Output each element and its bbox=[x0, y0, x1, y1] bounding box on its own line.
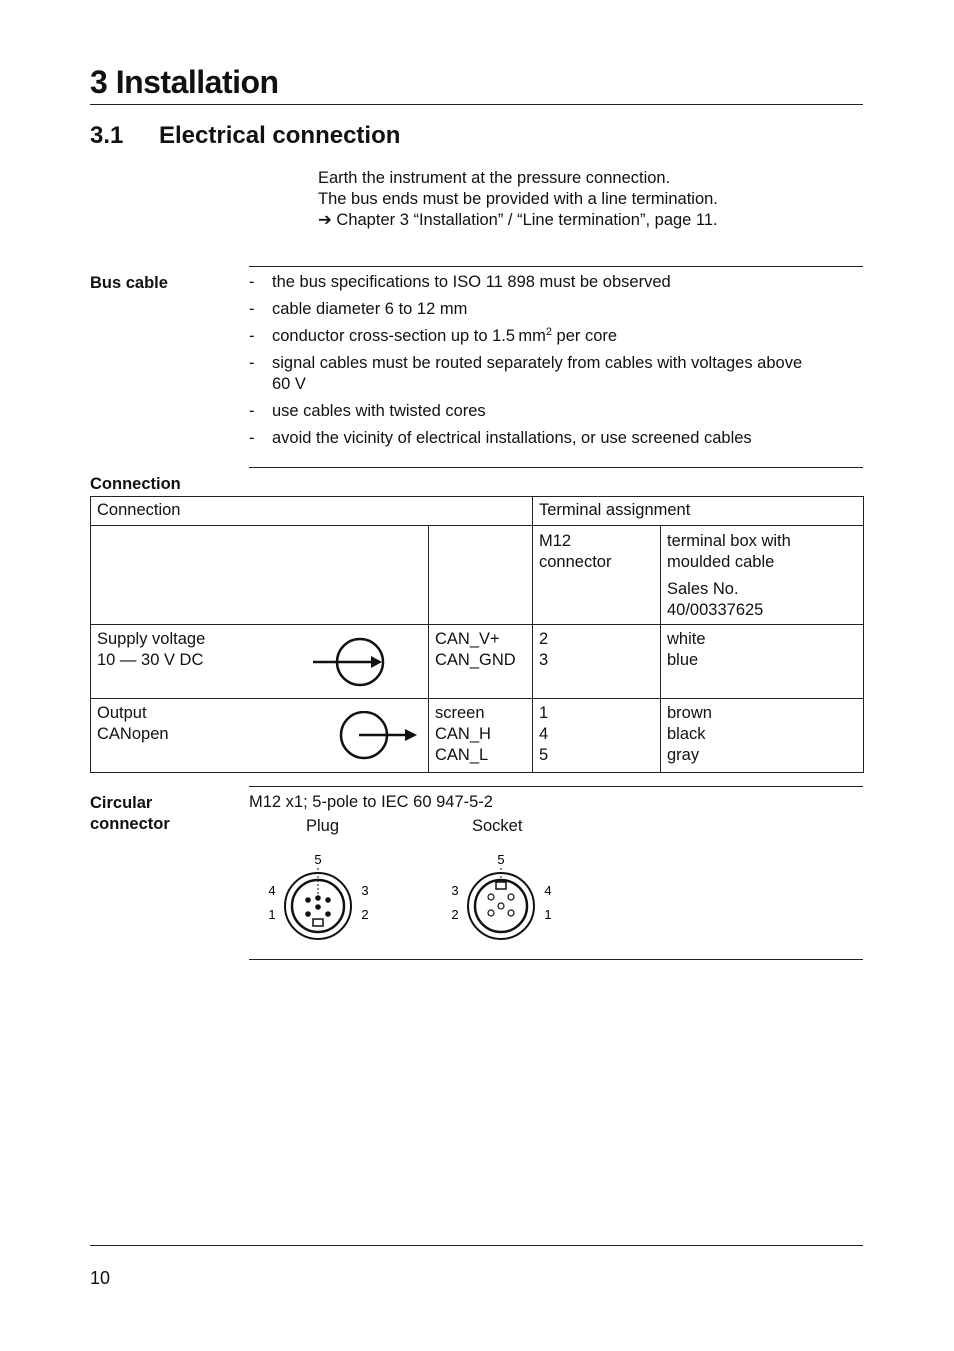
circular-connector-label: Circular connector bbox=[90, 794, 170, 833]
bus-cable-list bbox=[249, 272, 849, 455]
table-header-connection: Connection bbox=[91, 497, 533, 526]
list-item: - cable diameter 6 to 12 mm bbox=[249, 300, 468, 318]
socket-pin-1-label: 1 bbox=[544, 907, 552, 922]
output-arrow-icon bbox=[337, 711, 419, 761]
list-item: - use cables with twisted cores bbox=[249, 402, 486, 420]
bus-cable-label: Bus cable bbox=[90, 274, 168, 292]
socket-pin-5-label: 5 bbox=[497, 852, 505, 867]
intro-line-3-link[interactable]: ➔ Chapter 3 “Installation” / “Line termination”, page 11. bbox=[318, 211, 718, 229]
list-item: - conductor cross-section up to 1.5 $mm^2$ per core bbox=[249, 326, 618, 345]
socket-pin-2-label: 2 bbox=[451, 907, 459, 922]
input-arrow-icon bbox=[311, 637, 391, 687]
intro-line-2: The bus ends must be provided with a line termination. bbox=[318, 190, 718, 208]
connection-table: Connection Terminal assignment M12 connector terminal box with moulded cable Sales No. 40/00337625 Supply voltage 10 — 30 V DC CAN_V+ CAN_GND 2 3 white blue Output CANopen screen CAN_H CAN_L 1 4 5 brown black gray bbox=[90, 496, 864, 773]
intro-text bbox=[318, 168, 718, 231]
m12-header: M12 connector bbox=[533, 526, 661, 625]
plug-pin-1-label: 1 bbox=[268, 907, 276, 922]
chapter-title: 3 Installation bbox=[90, 64, 279, 100]
connector-spec: M12 x1; 5-pole to IEC 60 947-5-2 bbox=[249, 793, 493, 811]
plug-pin-5-label: 5 bbox=[314, 852, 322, 867]
table-row: Supply voltage 10 — 30 V DC bbox=[91, 625, 429, 699]
superscript: 2 bbox=[545, 326, 552, 338]
socket-diagram-icon bbox=[443, 848, 563, 948]
bus-cable-bottom-rule bbox=[249, 467, 863, 468]
list-item: - signal cables must be routed separately from cables with voltages above 60 V bbox=[249, 354, 803, 393]
circular-top-rule bbox=[249, 786, 863, 787]
chapter-rule bbox=[90, 104, 863, 105]
circular-bottom-rule bbox=[249, 959, 863, 960]
connection-label: Connection bbox=[90, 475, 181, 493]
table-row: Output CANopen bbox=[91, 699, 429, 773]
socket-pin-4-label: 4 bbox=[544, 883, 552, 898]
plug-pin-4-label: 4 bbox=[268, 883, 276, 898]
plug-diagram-icon bbox=[260, 848, 380, 948]
plug-pin-3-label: 3 bbox=[361, 883, 369, 898]
list-item: - the bus specifications to ISO 11 898 must be observed bbox=[249, 273, 671, 291]
bus-cable-top-rule bbox=[249, 266, 863, 267]
list-item: - avoid the vicinity of electrical installations, or use screened cables bbox=[249, 429, 752, 447]
socket-pin-3-label: 3 bbox=[451, 883, 459, 898]
plug-pin-2-label: 2 bbox=[361, 907, 369, 922]
socket-label: Socket bbox=[472, 817, 523, 835]
page-number: 10 bbox=[90, 1268, 111, 1288]
intro-line-1: Earth the instrument at the pressure connection. bbox=[318, 169, 671, 187]
terminal-box-header: terminal box with moulded cable Sales No. 40/00337625 bbox=[661, 526, 864, 625]
section-number: 3.1 bbox=[90, 122, 124, 149]
table-header-terminal: Terminal assignment bbox=[533, 497, 864, 526]
plug-label: Plug bbox=[306, 817, 340, 835]
footer-rule bbox=[90, 1245, 863, 1246]
section-title: Electrical connection bbox=[159, 122, 401, 149]
